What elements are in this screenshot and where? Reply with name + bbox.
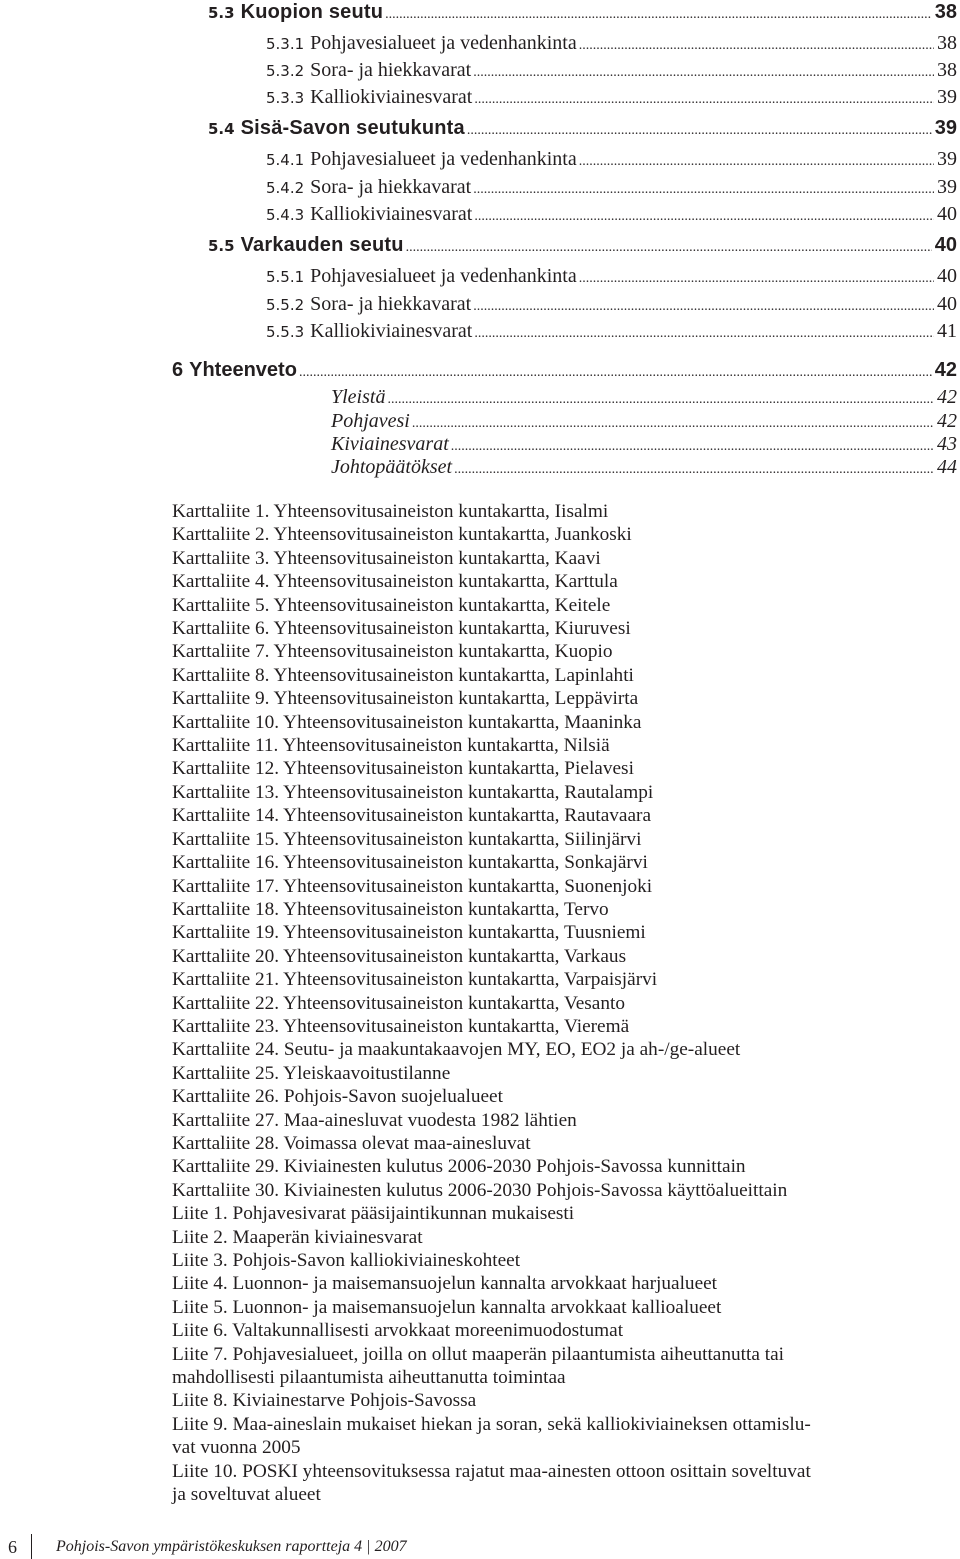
appendix-item: Karttaliite 26. Pohjois-Savon suojelualueet [172,1086,503,1108]
toc-entry-number: 5.5.1 [266,268,305,286]
toc-entry-page: 41 [937,320,957,342]
appendix-item: Liite 2. Maaperän kiviainesvarat [172,1226,423,1248]
appendix-item: ja soveltuvat alueet [172,1484,321,1506]
toc-entry [208,234,957,257]
dot-leader [474,92,934,108]
appendix-item: Karttaliite 3. Yhteensovitusaineiston kuntakartta, Kaavi [172,547,601,569]
toc-entry-title: Sora- ja hiekkavarat [310,59,472,81]
toc-entry-page: 43 [937,433,957,455]
dot-leader [473,299,934,315]
toc-entry-number: 5.4.3 [266,206,305,224]
appendix-list [172,500,957,1506]
toc-entry [266,86,957,109]
toc-entry [266,32,957,55]
toc-entry [331,410,957,433]
toc-entry [266,148,957,171]
toc-entry-number: 5.3.2 [266,62,305,80]
appendix-item: Liite 1. Pohjavesivarat pääsijaintikunnan mukaisesti [172,1203,575,1225]
toc-entry-title: Kuopion seutu [240,1,384,23]
dot-leader [474,326,934,342]
dot-leader [579,271,934,287]
toc-entry-number: 5.4 [208,120,235,138]
appendix-item: Karttaliite 24. Seutu- ja maakuntakaavojen MY, EO, EO2 ja ah-/ge-alueet [172,1039,741,1061]
dot-leader [299,365,932,381]
toc-entry-title: Kalliokiviainesvarat [310,86,473,108]
appendix-item: Karttaliite 25. Yleiskaavoitustilanne [172,1062,451,1084]
toc-entry-page: 39 [937,86,957,108]
appendix-item: Liite 4. Luonnon- ja maisemansuojelun kannalta arvokkaat harjualueet [172,1273,718,1295]
appendix-item: Karttaliite 7. Yhteensovitusaineiston kuntakartta, Kuopio [172,641,613,663]
toc-entry [266,59,957,82]
appendix-item: Karttaliite 1. Yhteensovitusaineiston kuntakartta, Iisalmi [172,501,609,522]
toc-entry [266,176,957,199]
appendix-item: Karttaliite 27. Maa-ainesluvat vuodesta 1982 lähtien [172,1109,577,1131]
dot-leader [474,209,934,225]
appendix-item: Karttaliite 8. Yhteensovitusaineiston kuntakartta, Lapinlahti [172,664,634,686]
appendix-item: Karttaliite 5. Yhteensovitusaineiston kuntakartta, Keitele [172,594,611,616]
appendix-item: Liite 5. Luonnon- ja maisemansuojelun kannalta arvokkaat kallioalueet [172,1296,722,1318]
appendix-item: Karttaliite 16. Yhteensovitusaineiston kuntakartta, Sonkajärvi [172,852,648,874]
appendix-item: Karttaliite 4. Yhteensovitusaineiston kuntakartta, Karttula [172,571,618,593]
toc-entry-page: 44 [937,456,957,478]
toc-entry-page: 42 [934,359,957,381]
appendix-item: vat vuonna 2005 [172,1437,301,1459]
appendix-item: Karttaliite 17. Yhteensovitusaineiston kuntakartta, Suonenjoki [172,875,653,897]
toc-entry-title: Yleistä [331,386,386,408]
toc-entry-page: 42 [937,386,957,408]
toc-entry-page: 42 [937,410,957,432]
toc-entry-number: 6 [172,359,184,381]
toc-entry-title: Pohjavesialueet ja vedenhankinta [310,148,577,170]
toc-entry-page: 39 [937,176,957,198]
toc-entry-number: 5.4.2 [266,179,305,197]
toc-entry-number: 5.3 [208,4,235,22]
dot-leader [451,439,934,455]
toc-entry-title: Pohjavesi [331,410,410,432]
toc-entry [331,386,957,409]
appendix-item: Karttaliite 18. Yhteensovitusaineiston kuntakartta, Tervo [172,898,609,920]
toc-entry-title: Yhteenveto [189,359,297,381]
dot-leader [412,416,934,432]
toc-entry-title: Pohjavesialueet ja vedenhankinta [310,265,577,287]
toc-entry-number: 5.5 [208,237,235,255]
toc-entry-page: 39 [934,117,957,139]
toc-entry [331,433,957,456]
toc-entry-page: 40 [937,265,957,287]
toc-entry-number: 5.4.1 [266,151,305,169]
appendix-item: Liite 8. Kiviainestarve Pohjois-Savossa [172,1390,477,1412]
toc-entry-number: 5.5.3 [266,323,305,341]
toc-entry-title: Sisä-Savon seutukunta [240,117,465,139]
publication-name: Pohjois-Savon ympäristökeskuksen raportteja 4 | 2007 [56,1538,407,1555]
toc-entry-title: Sora- ja hiekkavarat [310,293,472,315]
dot-leader [454,462,934,478]
toc-entry-page: 38 [937,32,957,54]
toc-entry-title: Kiviainesvarat [331,433,449,455]
appendix-item: Karttaliite 10. Yhteensovitusaineiston kuntakartta, Maaninka [172,711,642,733]
appendix-item: Karttaliite 29. Kiviainesten kulutus 2006-2030 Pohjois-Savossa kunnittain [172,1156,746,1178]
appendix-item: Karttaliite 20. Yhteensovitusaineiston kuntakartta, Varkaus [172,945,627,967]
dot-leader [467,123,932,139]
toc-entry [331,456,957,479]
toc-entry [266,265,957,288]
toc-entry-number: 5.5.2 [266,296,305,314]
toc-entry-page: 40 [934,234,957,256]
toc-entry [266,293,957,316]
toc-entry-page: 40 [937,203,957,225]
dot-leader [579,38,934,54]
toc-entry-page: 38 [937,59,957,81]
appendix-item: mahdollisesti pilaantumista aiheuttanutta toimintaa [172,1367,566,1389]
toc-entry [208,117,957,140]
toc-entry [172,359,957,382]
appendix-item: Karttaliite 30. Kiviainesten kulutus 2006-2030 Pohjois-Savossa käyttöalueittain [172,1179,788,1201]
dot-leader [473,182,934,198]
appendix-item: Karttaliite 12. Yhteensovitusaineiston kuntakartta, Pielavesi [172,758,634,780]
toc-entry-page: 38 [934,1,957,23]
toc-entry-title: Varkauden seutu [240,234,404,256]
appendix-item: Karttaliite 22. Yhteensovitusaineiston kuntakartta, Vesanto [172,992,626,1014]
appendix-item: Liite 6. Valtakunnallisesti arvokkaat moreenimuodostumat [172,1320,624,1342]
page-footer [0,1534,960,1559]
appendix-item: Karttaliite 6. Yhteensovitusaineiston kuntakartta, Kiuruvesi [172,618,631,640]
appendix-item: Liite 10. POSKI yhteensovituksessa rajatut maa-ainesten ottoon osittain soveltuvat [172,1460,811,1482]
toc-entry-title: Sora- ja hiekkavarat [310,176,472,198]
appendix-item: Karttaliite 14. Yhteensovitusaineiston kuntakartta, Rautavaara [172,805,652,827]
page-number: 6 [8,1537,17,1557]
toc-entry-number: 5.3.1 [266,35,305,53]
dot-leader [579,154,934,170]
appendix-item: Karttaliite 19. Yhteensovitusaineiston kuntakartta, Tuusniemi [172,922,646,944]
toc-entry-page: 39 [937,148,957,170]
dot-leader [473,65,934,81]
appendix-item: Karttaliite 2. Yhteensovitusaineiston kuntakartta, Juankoski [172,524,632,546]
appendix-item: Karttaliite 23. Yhteensovitusaineiston kuntakartta, Vieremä [172,1015,630,1037]
appendix-item: Liite 3. Pohjois-Savon kalliokiviaineskohteet [172,1250,521,1271]
toc-entry [266,320,957,343]
toc-entry-title: Johtopäätökset [331,456,453,478]
appendix-item: Liite 9. Maa-aineslain mukaiset hiekan ja soran, sekä kalliokiviaineksen ottamislu- [172,1413,811,1435]
appendix-item: Karttaliite 11. Yhteensovitusaineiston kuntakartta, Nilsiä [172,735,610,757]
appendix-item: Liite 7. Pohjavesialueet, joilla on ollut maaperän pilaantumista aiheuttanutta tai [172,1343,785,1365]
appendix-item: Karttaliite 28. Voimassa olevat maa-ainesluvat [172,1132,531,1154]
dot-leader [406,240,932,256]
appendix-item: Karttaliite 13. Yhteensovitusaineiston kuntakartta, Rautalampi [172,781,654,803]
toc-entry-title: Kalliokiviainesvarat [310,320,473,342]
toc-entry-number: 5.3.3 [266,89,305,107]
appendix-item: Karttaliite 21. Yhteensovitusaineiston kuntakartta, Varpaisjärvi [172,969,658,991]
toc-entry-title: Pohjavesialueet ja vedenhankinta [310,32,577,54]
appendix-item: Karttaliite 15. Yhteensovitusaineiston kuntakartta, Siilinjärvi [172,828,642,850]
dot-leader [385,7,932,23]
dot-leader [387,392,934,408]
toc-entry [208,1,957,24]
toc-entry-title: Kalliokiviainesvarat [310,203,473,225]
footer-divider [31,1534,32,1559]
appendix-item: Karttaliite 9. Yhteensovitusaineiston kuntakartta, Leppävirta [172,688,639,710]
toc-entry [266,203,957,226]
toc-entry-page: 40 [937,293,957,315]
